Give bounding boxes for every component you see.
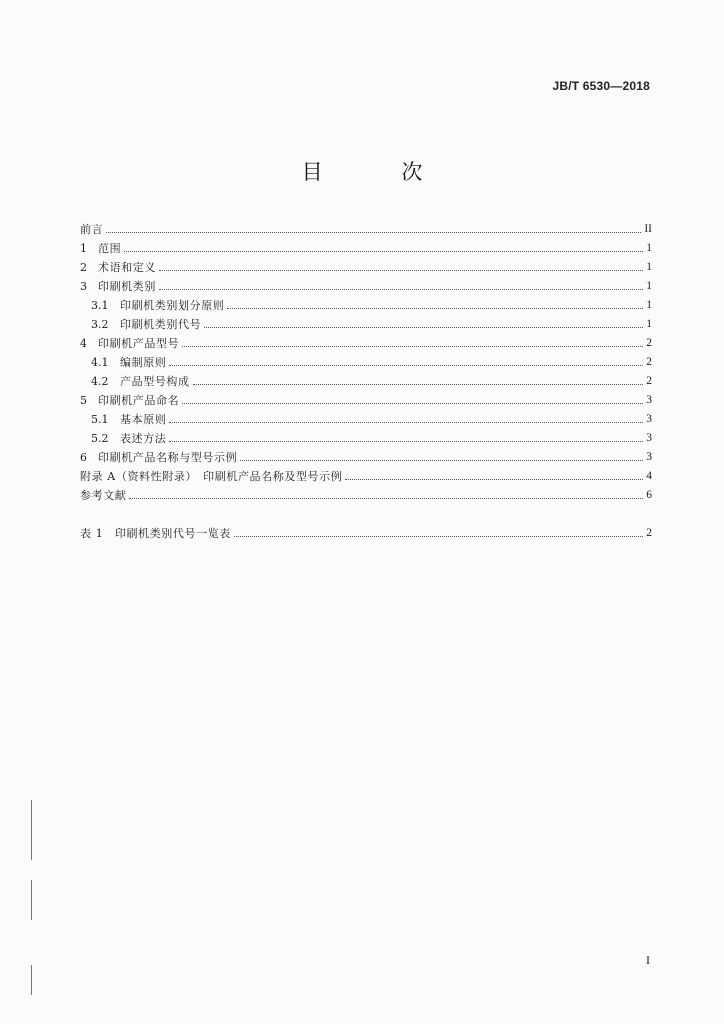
dot-leader [169, 421, 643, 423]
toc-entry[interactable] [80, 426, 652, 445]
toc-entry-page: 2 [646, 375, 652, 387]
toc-entry-label: 附录 A（资料性附录） 印刷机产品名称及型号示例 [80, 470, 343, 483]
dot-leader [234, 535, 643, 537]
toc-entry-page: 1 [646, 318, 652, 330]
toc-entry-label: 印刷机类别划分原则 [120, 299, 225, 312]
dot-leader [169, 364, 643, 366]
toc-entry-label: 印刷机类别 [98, 280, 156, 293]
page-title: 目 次 [301, 160, 459, 184]
toc-entry-number: 5.2 [91, 432, 109, 445]
toc-entry-number: 3.1 [91, 299, 109, 312]
toc-entry-page: 2 [646, 337, 652, 349]
toc-entry[interactable] [80, 369, 652, 388]
dot-leader [227, 307, 643, 309]
toc-entry[interactable] [80, 464, 652, 483]
toc-entry-label: 范围 [98, 242, 122, 255]
toc-entry-page: 6 [646, 489, 652, 501]
page-number: I [646, 953, 650, 967]
toc-entry[interactable] [80, 312, 652, 331]
toc-entry-label: 印刷机产品名称与型号示例 [98, 451, 238, 464]
toc-entry-page: 3 [646, 451, 652, 463]
dot-leader [240, 459, 643, 461]
toc-entry[interactable] [80, 274, 652, 293]
toc-entry-page: 2 [646, 356, 652, 368]
toc-entry[interactable] [80, 350, 652, 369]
toc-entry[interactable] [80, 483, 652, 502]
toc-entry-label: 印刷机产品命名 [98, 394, 180, 407]
binding-mark [31, 800, 32, 860]
toc-entry-label: 编制原则 [120, 356, 167, 369]
toc-entry-label: 参考文献 [80, 489, 127, 502]
toc-entry-page: 3 [646, 394, 652, 406]
toc-entry-number: 5.1 [91, 413, 109, 426]
toc-entry[interactable] [80, 331, 652, 350]
toc-entry-page: 3 [646, 413, 652, 425]
toc-entry[interactable] [80, 217, 652, 236]
list-of-tables [80, 521, 652, 540]
toc-entry-number: 1 [80, 242, 87, 255]
toc-entry-page: 1 [646, 280, 652, 292]
toc-entry-label: 表 1 印刷机类别代号一览表 [80, 527, 231, 540]
toc-entry-number: 5 [80, 394, 87, 407]
table-of-contents [80, 217, 652, 502]
toc-entry-number: 4 [80, 337, 87, 350]
binding-mark [31, 880, 32, 920]
toc-entry-page: 1 [646, 261, 652, 273]
toc-entry-label: 印刷机类别代号 [120, 318, 202, 331]
dot-leader [193, 383, 643, 385]
toc-entry-number: 2 [80, 261, 87, 274]
dot-leader [345, 478, 643, 480]
toc-entry-page: 2 [646, 527, 652, 539]
dot-leader [169, 440, 643, 442]
toc-entry-number: 3.2 [91, 318, 109, 331]
toc-entry-page: 3 [646, 432, 652, 444]
dot-leader [129, 497, 643, 499]
toc-entry[interactable] [80, 407, 652, 426]
toc-entry-label: 术语和定义 [98, 261, 156, 274]
toc-entry[interactable] [80, 521, 652, 540]
dot-leader [106, 231, 641, 233]
toc-entry-label: 印刷机产品型号 [98, 337, 180, 350]
toc-entry-page: 1 [646, 299, 652, 311]
dot-leader [159, 269, 643, 271]
dot-leader [124, 250, 643, 252]
binding-mark [31, 965, 32, 995]
toc-entry[interactable] [80, 445, 652, 464]
dot-leader [159, 288, 643, 290]
toc-entry-label: 基本原则 [120, 413, 167, 426]
toc-entry-page: 1 [646, 242, 652, 254]
dot-leader [182, 345, 643, 347]
toc-entry-label: 表述方法 [120, 432, 167, 445]
toc-entry[interactable] [80, 236, 652, 255]
standard-code: JB/T 6530—2018 [552, 79, 650, 93]
dot-leader [204, 326, 643, 328]
dot-leader [182, 402, 643, 404]
toc-entry-number: 3 [80, 280, 87, 293]
toc-entry-number: 4.1 [91, 356, 109, 369]
toc-entry-number: 6 [80, 451, 87, 464]
toc-entry-label: 前言 [80, 223, 104, 236]
toc-entry-number: 4.2 [91, 375, 109, 388]
toc-entry[interactable] [80, 293, 652, 312]
toc-entry[interactable] [80, 388, 652, 407]
toc-entry-page: II [644, 223, 652, 235]
toc-entry-label: 产品型号构成 [120, 375, 190, 388]
toc-entry-page: 4 [646, 470, 652, 482]
toc-entry[interactable] [80, 255, 652, 274]
